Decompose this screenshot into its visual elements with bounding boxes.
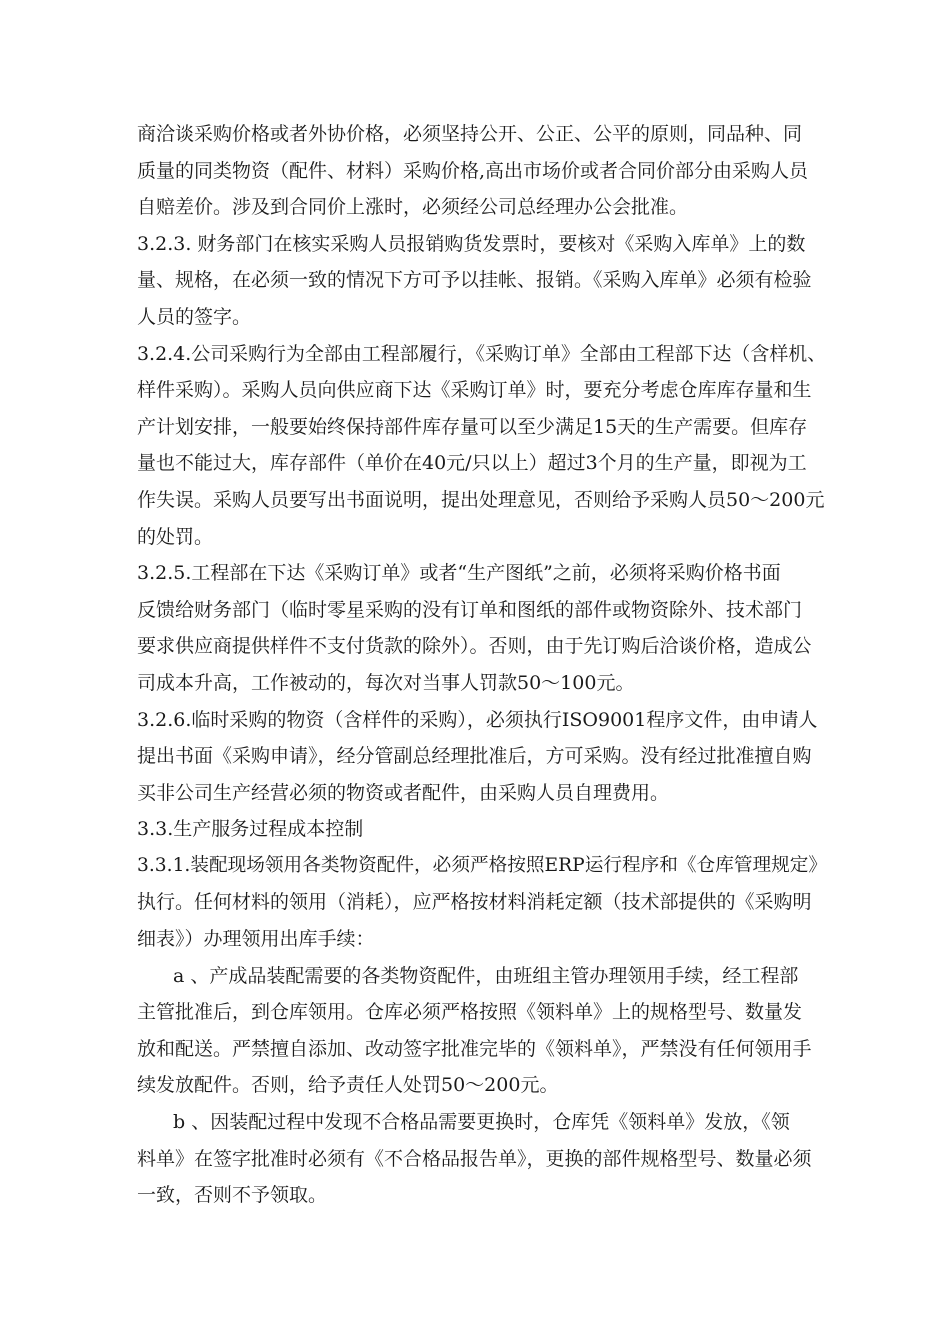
- text-line: 一致，否则不予领取。: [137, 1184, 328, 1207]
- text-line: 量也不能过大，库存部件（单价在40元/只以上）超过3个月的生产量，即视为工: [137, 452, 807, 475]
- text-line: 料单》在签字批准时必须有《不合格品报告单》，更换的部件规格型号、数量必须: [137, 1147, 812, 1170]
- text-line: 3.2.3. 财务部门在核实采购人员报销购货发票时，要核对《采购入库单》上的数: [137, 232, 806, 255]
- text-line: 司成本升高，工作被动的，每次对当事人罚款50～100元。: [137, 671, 635, 694]
- text-line: 产计划安排，一般要始终保持部件库存量可以至少满足15天的生产需要。但库存: [137, 415, 808, 438]
- text-line: 人员的签字。: [137, 305, 252, 328]
- text-line: 的处罚。: [137, 525, 214, 548]
- text-line: 提出书面《采购申请》，经分管副总经理批准后，方可采购。没有经过批准擅自购: [137, 745, 812, 768]
- text-line: 主管批准后，到仓库领用。仓库必须严格按照《领料单》上的规格型号、数量发: [137, 1001, 803, 1024]
- text-line: 买非公司生产经营必须的物资或者配件，由采购人员自理费用。: [137, 781, 670, 804]
- text-line: 细表》）办理领用出库手续：: [137, 928, 375, 951]
- text-line: 放和配送。严禁擅自添加、改动签字批准完毕的《领料单》，严禁没有任何领用手: [137, 1037, 812, 1060]
- text-line: 量、规格，在必须一致的情况下方可予以挂帐、报销。《采购入库单》必须有检验: [137, 269, 812, 292]
- text-line: 3.2.5.工程部在下达《采购订单》或者“生产图纸”之前，必须将采购价格书面: [137, 562, 781, 585]
- text-line: 3.2.4.公司采购行为全部由工程部履行，《采购订单》全部由工程部下达（含样机、: [137, 342, 827, 365]
- text-line: b 、因装配过程中发现不合格品需要更换时，仓库凭《领料单》发放，《领: [173, 1111, 790, 1134]
- text-line: 要求供应商提供样件不支付货款的除外）。否则，由于先订购后洽谈价格，造成公: [137, 635, 812, 658]
- text-line: 质量的同类物资（配件、材料）采购价格,高出市场价或者合同价部分由采购人员: [137, 159, 809, 182]
- text-line: 3.3.生产服务过程成本控制: [137, 818, 364, 841]
- text-line: 3.3.1.装配现场领用各类物资配件，必须严格按照ERP运行程序和《仓库管理规定》: [137, 854, 828, 876]
- text-line: a 、产成品装配需要的各类物资配件，由班组主管办理领用手续，经工程部: [173, 964, 799, 987]
- text-line: 商洽谈采购价格或者外协价格，必须坚持公开、公正、公平的原则，同品种、同: [137, 123, 803, 145]
- text-line: 执行。任何材料的领用（消耗），应严格按材料消耗定额（技术部提供的《采购明: [137, 891, 812, 914]
- text-line: 自赔差价。涉及到合同价上涨时，必须经公司总经理办公会批准。: [137, 196, 689, 219]
- text-line: 样件采购）。采购人员向供应商下达《采购订单》时，要充分考虑仓库库存量和生: [137, 379, 812, 402]
- text-line: 3.2.6.临时采购的物资（含样件的采购），必须执行ISO9001程序文件，由申请人: [137, 708, 818, 731]
- document-body: [137, 116, 827, 1214]
- text-line: 作失误。采购人员要写出书面说明，提出处理意见，否则给予采购人员50～200元: [137, 488, 825, 511]
- text-line: 反馈给财务部门（临时零星采购的没有订单和图纸的部件或物资除外、技术部门: [137, 598, 803, 621]
- text-line: 续发放配件。否则，给予责任人处罚50～200元。: [137, 1074, 559, 1097]
